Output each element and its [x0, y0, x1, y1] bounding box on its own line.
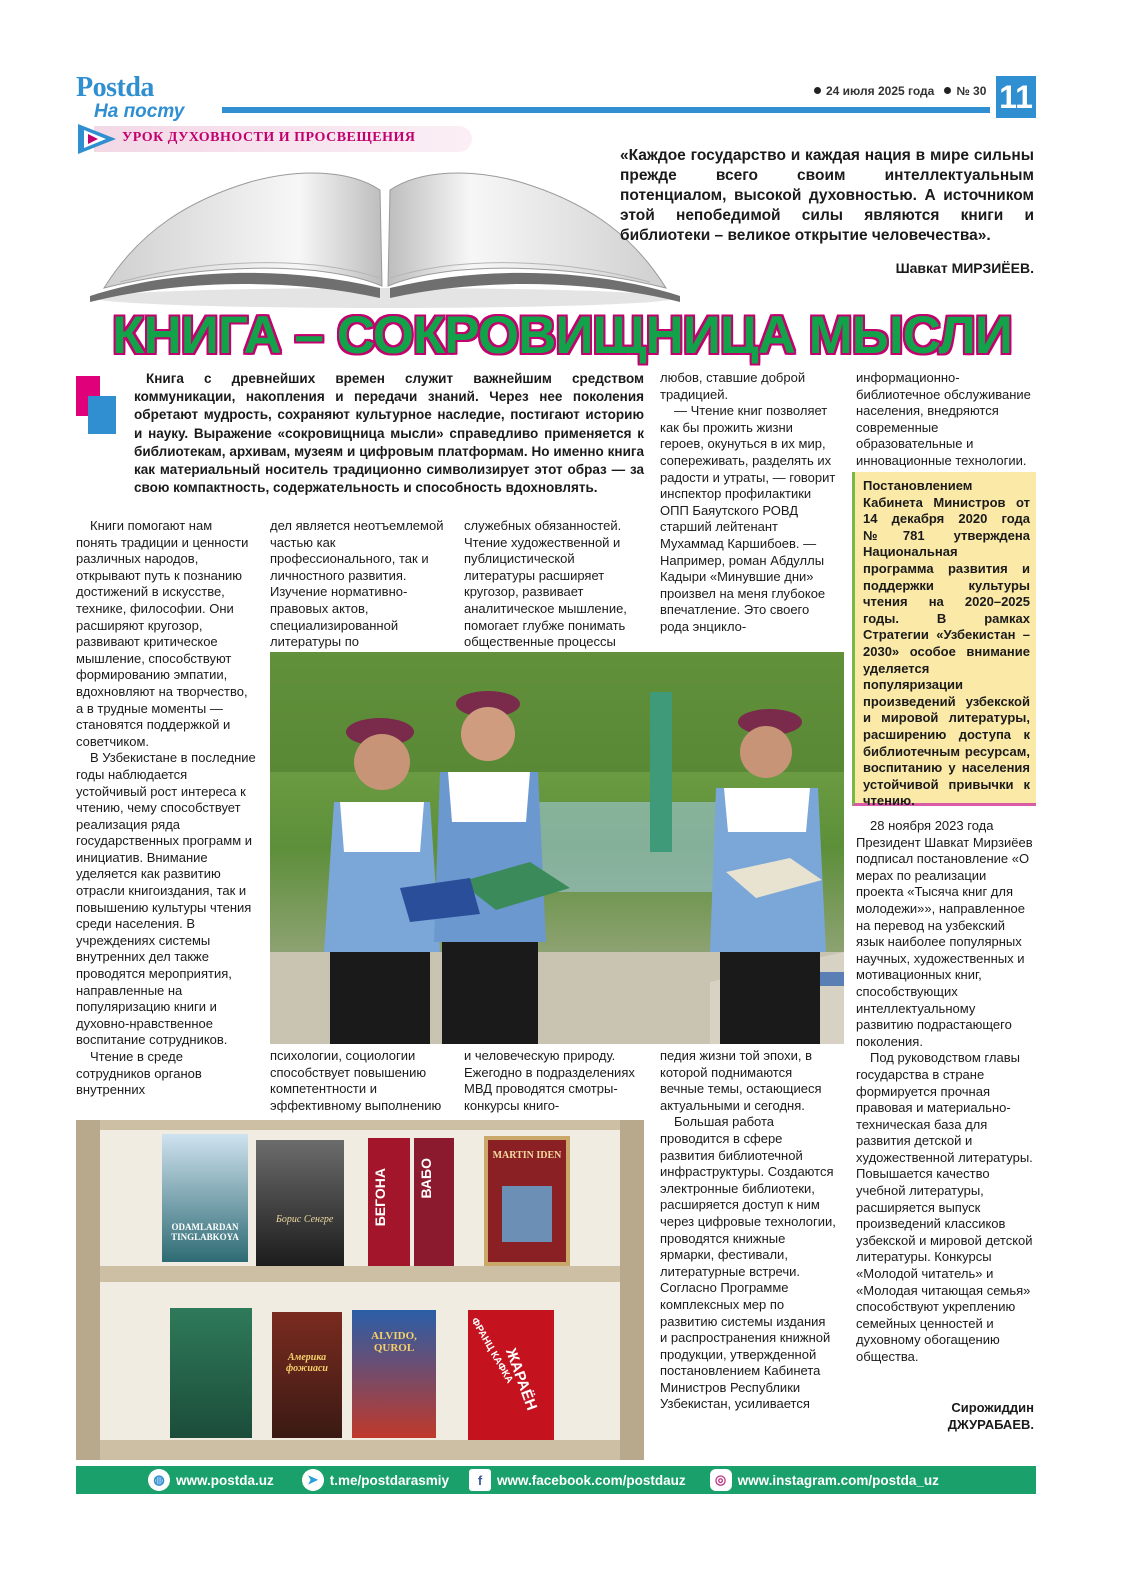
lead-decoration-blue: [88, 396, 116, 434]
book-cover: [352, 1310, 436, 1438]
paragraph: Большая работа проводится в сфере развития библиотечной инфраструктуры. Создаются электронные библиотеки, расширяется доступ к ним через цифровые технологии, проводятся книжные ярмарки, фестивали, литературные встречи. Согласно Программе комплексных мер по развитию системы издания и распространения книжной продукции, утвержденной постановлением Кабинета Министров Республики Узбекистан, усиливается: [660, 1114, 836, 1412]
book-cover: [484, 1136, 570, 1266]
rubric-title: УРОК ДУХОВНОСТИ И ПРОСВЕЩЕНИЯ: [122, 130, 416, 145]
bullet-icon: [814, 87, 821, 94]
column-3-top: [464, 518, 644, 651]
section-rubric: [76, 122, 476, 156]
facebook-link[interactable]: www.facebook.com/postdauz: [497, 1472, 686, 1488]
bullet-icon: [944, 87, 951, 94]
instagram-link[interactable]: www.instagram.com/postda_uz: [737, 1472, 939, 1488]
photo-bookshelf: [76, 1120, 644, 1460]
globe-icon: ◍: [148, 1469, 170, 1491]
book-ship-picture: [502, 1186, 552, 1242]
highlight-box: Постановлением Кабинета Министров от 14 декабря 2020 года №781 утверждена Национальная программа развития и поддержки культуры чтения на 2020–2025 годы. В рамках Стратегии «Узбекистан – 2030» особое внимание уделяется популяризации произведений узбекской и мировой литературы, расширению доступа к библиотечным ресурсам, воспитанию у населения устойчивой привычки к чтению.: [852, 472, 1036, 806]
website-link[interactable]: www.postda.uz: [176, 1472, 274, 1488]
book-title: БЕГОНА: [372, 1168, 388, 1227]
column-5-top: [856, 370, 1034, 470]
issue-date: 24 июля 2025 года: [826, 84, 935, 98]
issue-info: [814, 84, 986, 98]
book-title: Америка фожиаси: [286, 1352, 328, 1374]
book-cover: [170, 1308, 252, 1438]
paragraph: педия жизни той эпохи, в которой поднимаются вечные темы, остающиеся актуальными и сегодня.: [660, 1048, 822, 1113]
footer-instagram[interactable]: [710, 1469, 939, 1491]
book-cover: [468, 1310, 554, 1440]
issue-number: № 30: [956, 84, 987, 98]
paragraph: 28 ноября 2023 года Президент Шавкат Мирзиёев подписал постановление «О мерах по реализации проекта «Тысяча книг для молодежи»», направленное на перевод на узбекский язык наиболее популярных научных, художественных и мотивационных книг, способствующих интеллектуальному развитию подрастающего поколения.: [856, 818, 1033, 1049]
paragraph: Под руководством главы государства в стране формируется прочная правовая и материально-техническая база для развития детской и художественной литературы. Повышается качество учебной литературы, расширяется выпуск произведений классиков узбекской и мировой детской литературы. Конкурсы «Молодой читатель» и «Молодая читающая семья» способствуют укреплению семейных ценностей и духовному обогащению общества.: [856, 1050, 1033, 1364]
paragraph: — Чтение книг позволяет как бы прожить жизни героев, окунуться в их мир, сопереживать, разделять их радости и утраты, — говорит инспектор профилактики ОПП Баяутского РОВД старший лейтенант Мухаммад Каршибоев. — Например, роман Абдуллы Кадыри «Минувшие дни» произвел на меня глубокое впечатление. Это своего рода энцикло-: [660, 403, 836, 634]
column-4-bottom: [660, 1048, 836, 1413]
masthead-rule: [222, 107, 990, 113]
paragraph: Чтение в среде сотрудников органов внутренних: [76, 1049, 202, 1098]
book-title: ALVIDO, QUROL: [371, 1330, 417, 1354]
quote-author: Шавкат МИРЗИЁЕВ.: [895, 260, 1034, 276]
footer-website[interactable]: [148, 1469, 274, 1491]
article-lead: Книга с древнейших времен служит важнейшим средством коммуникации, накопления и передачи знаний. Через нее поколения обретают мудрость, сохраняют культурное наследие, постигают историю и науку. Выражение «сокровищница мысли» справедливо применяется к библиотекам, архивам, музеям и цифровым платформам. Но именно книга как материальный носитель традиционно символизирует этот образ — за свою компактность, содержательность и способность вдохновлять.: [134, 371, 644, 496]
article-headline: КНИГА – СОКРОВИЩНИЦА МЫСЛИ: [112, 306, 1012, 365]
paragraph: В Узбекистане в последние годы наблюдается устойчивый рост интереса к чтению, чему способствует реализация ряда государственных программ и инициатив. Внимание уделяется как развитию отрасли книгоиздания, так и повышению культуры чтения среди населения. В учреждениях системы внутренних дел также проводятся мероприятия, направленные на популяризацию книги и духовно-нравственное воспитание сотрудников.: [76, 750, 256, 1048]
book-title: Борис Сенгре: [276, 1214, 334, 1225]
telegram-link[interactable]: t.me/postdarasmiy: [329, 1472, 450, 1488]
author-signature: [856, 1400, 1034, 1433]
book-cover: [256, 1140, 344, 1266]
paragraph: служебных обязанностей. Чтение художественной и публицистической литературы расширяет кругозор, развивает аналитическое мышление, помогает глубже понимать общественные процессы: [464, 518, 627, 650]
book-title: ВАБО: [418, 1158, 434, 1199]
footer-telegram[interactable]: [302, 1469, 449, 1491]
photo-girls-reading: [270, 652, 844, 1044]
open-book-illustration: [80, 160, 690, 310]
facebook-icon: f: [469, 1469, 491, 1491]
book-title: ODAMLARDAN TINGLABKOYA: [171, 1222, 239, 1242]
paragraph: дел является неотъемлемой частью как профессионального, так и личностного развития. Изучение нормативно-правовых актов, специализированной литературы по: [270, 518, 444, 650]
book-cover: [414, 1138, 454, 1266]
column-2-bottom: [270, 1048, 450, 1114]
instagram-icon: ◎: [710, 1469, 732, 1491]
column-1: [76, 518, 256, 1099]
rubric-arrow-icon: [76, 122, 122, 156]
author-last-name: ДЖУРАБАЕВ.: [947, 1416, 1034, 1432]
telegram-icon: ➤: [302, 1469, 324, 1491]
book-title: ФРАНЦ КАФКА: [468, 1316, 515, 1386]
book-cover: [272, 1312, 342, 1438]
epigraph-quote: «Каждое государство и каждая нация в мире сильны прежде всего своим интеллектуальным потенциалом, высокой духовностью. А источником этой непобедимой силы являются книги и библиотеки – великое открытие человечества».: [620, 147, 1034, 244]
paragraph: Книги помогают нам понять традиции и ценности различных народов, открывают путь к познанию достижений в искусстве, технике, философии. Они расширяют кругозор, развивают критическое мышление, способствуют формированию эмпатии, вдохновляют на творчество, а в трудные моменты — становятся поддержкой и советчиком.: [76, 518, 249, 749]
logo-cyrillic: На посту: [94, 101, 185, 122]
newspaper-logo: [76, 74, 206, 120]
logo-latin: Postda: [76, 72, 154, 103]
column-3-bottom: [464, 1048, 644, 1114]
book-title: MARTIN IDEN: [492, 1150, 562, 1161]
paragraph: информационно-библиотечное обслуживание населения, внедряются современные образовательные и инновационные технологии.: [856, 370, 1031, 468]
footer-facebook[interactable]: [469, 1469, 686, 1491]
column-2-top: [270, 518, 450, 667]
paragraph: психологии, социологии способствует повышению компетентности и эффективному выполнению: [270, 1048, 442, 1113]
book-cover: [162, 1134, 248, 1262]
author-first-name: Сирожиддин: [951, 1400, 1034, 1415]
footer-bar: [76, 1466, 1036, 1494]
column-4-top: [660, 370, 836, 636]
paragraph: любов, ставшие доброй традицией.: [660, 370, 806, 402]
page-number: 11: [996, 76, 1036, 118]
column-5-bottom: [856, 818, 1034, 1366]
book-cover: [368, 1138, 410, 1266]
book-title: ЖАРАЁН: [502, 1346, 541, 1413]
paragraph: и человеческую природу. Ежегодно в подразделениях МВД проводятся смотры-конкурсы книго-: [464, 1048, 635, 1113]
